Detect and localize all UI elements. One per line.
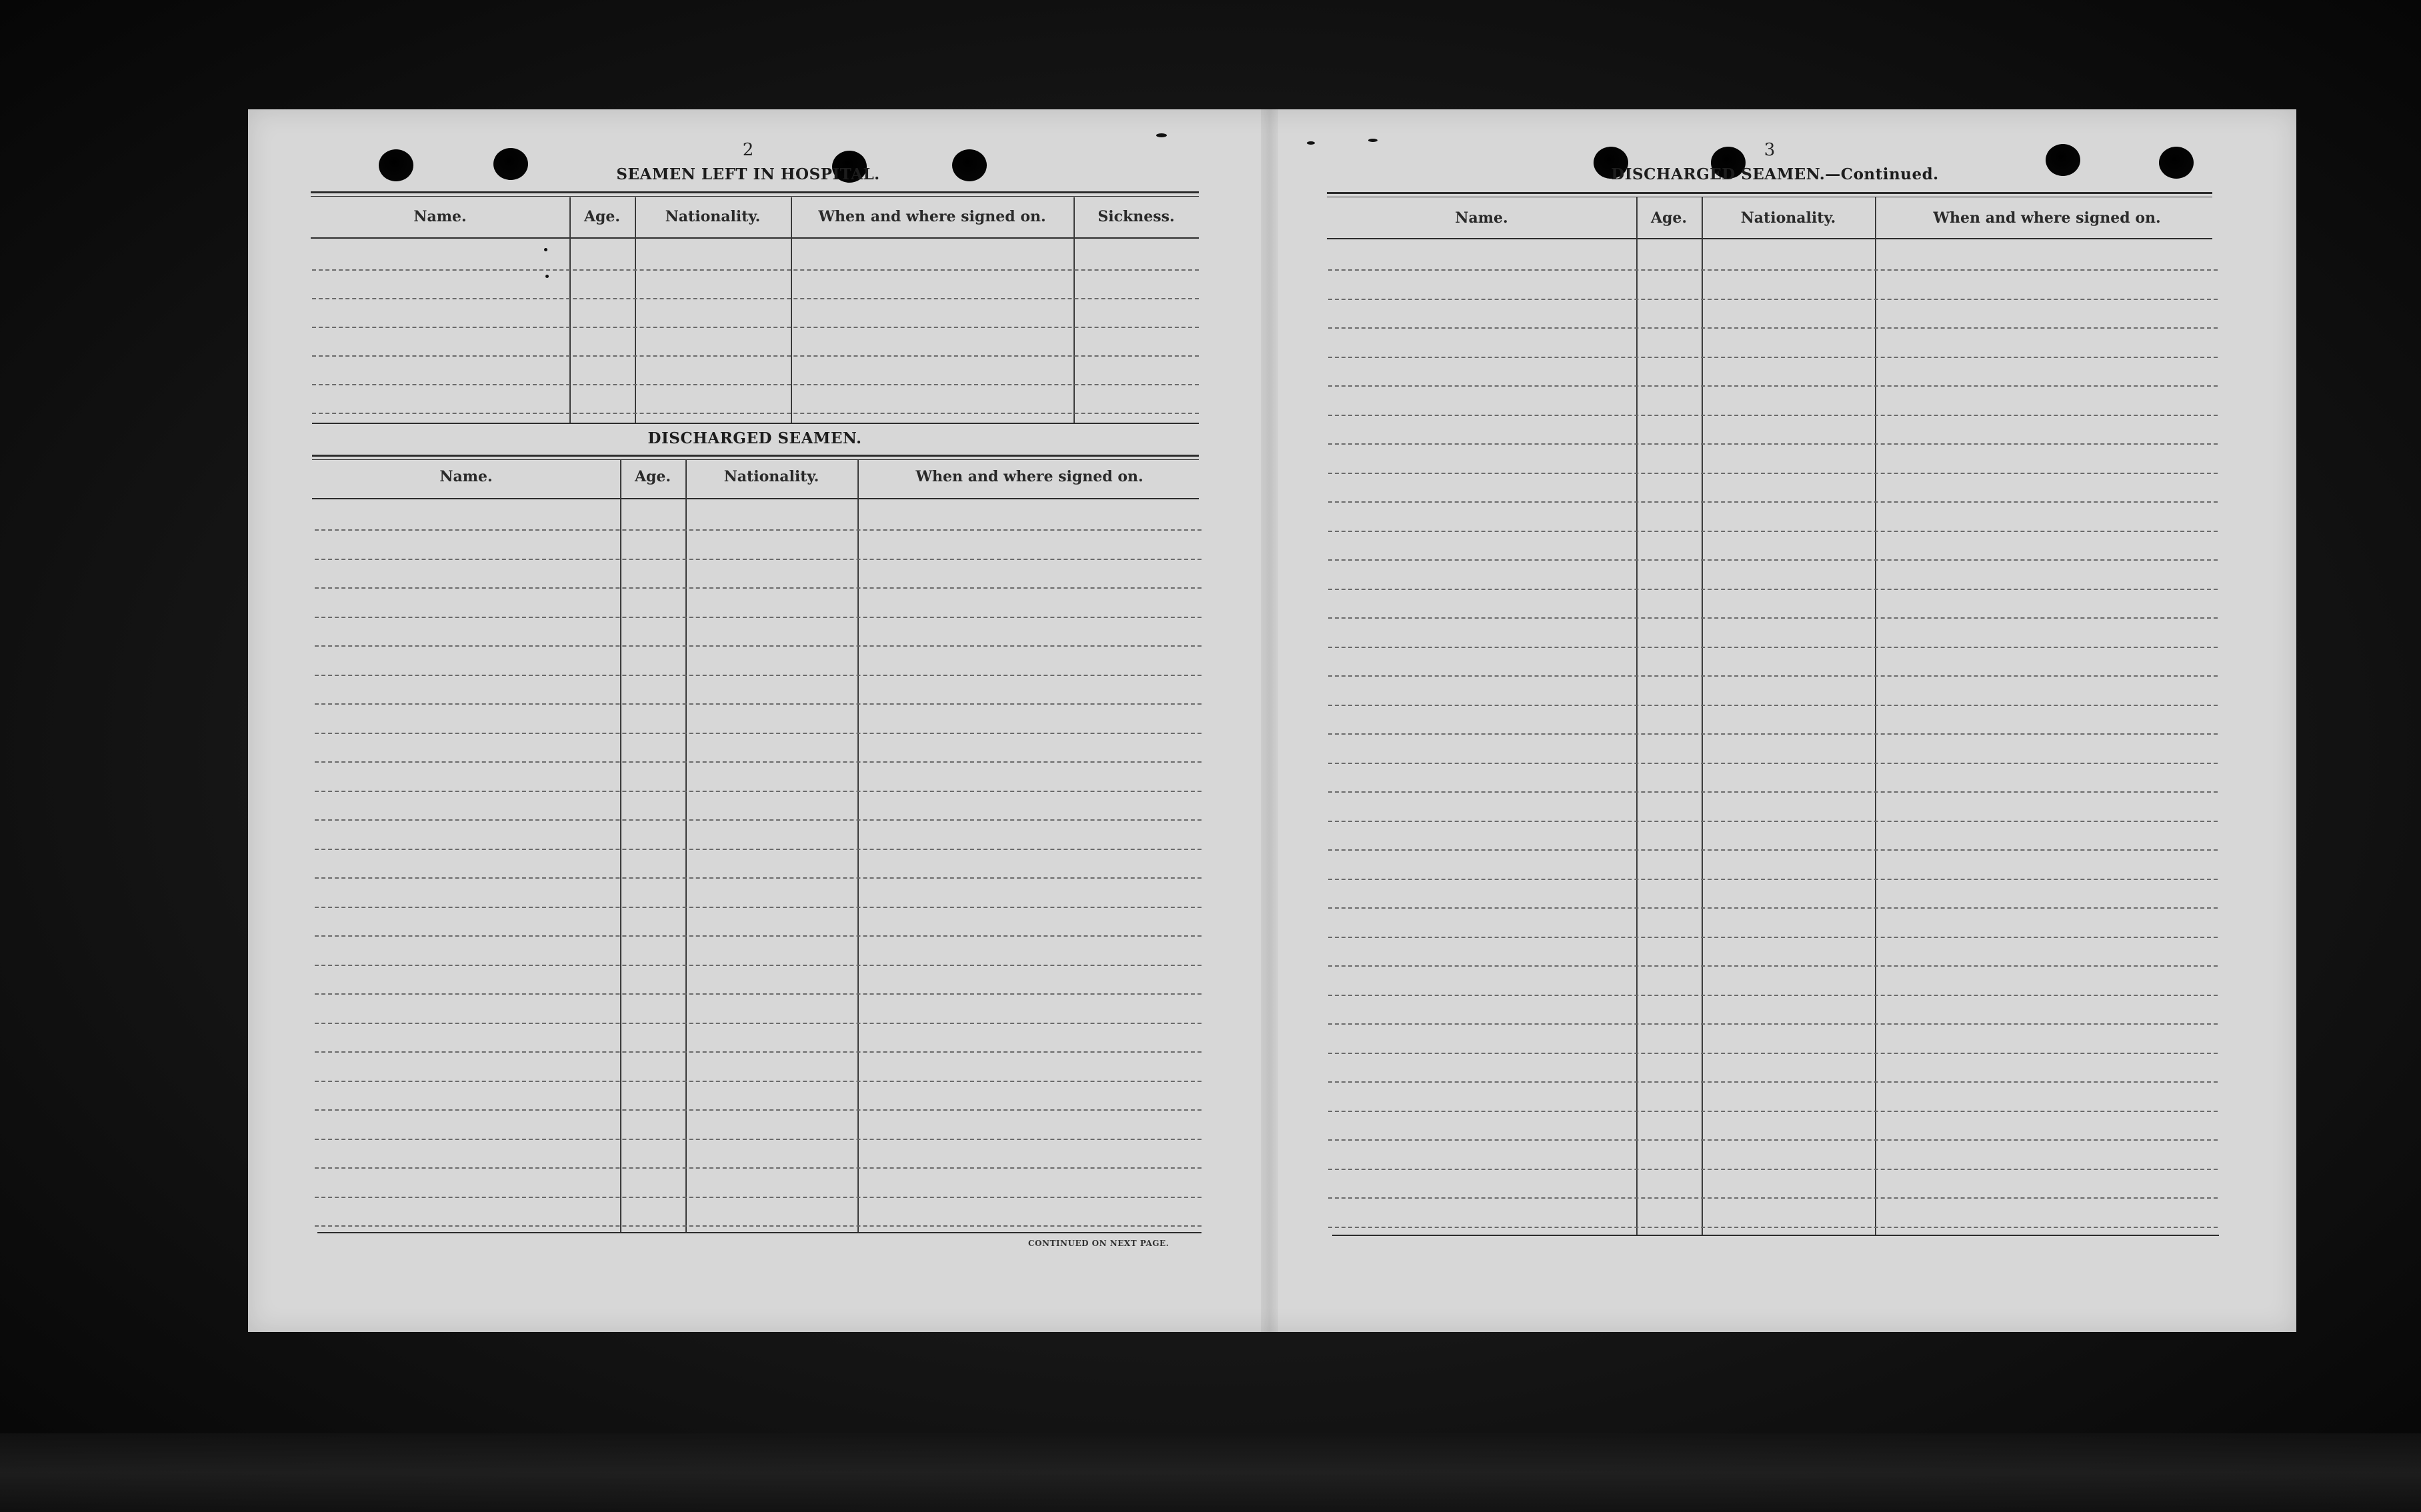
column-divider <box>1702 197 1703 1235</box>
column-header: Name. <box>439 468 493 485</box>
hospital-bottom-rule <box>312 423 1199 424</box>
discharged-top-rule <box>312 455 1199 457</box>
discharged-bottom-rule <box>317 1232 1201 1233</box>
blank-entry-row <box>1328 995 2218 996</box>
blank-entry-row <box>1328 733 2218 735</box>
blank-entry-row <box>315 733 1201 734</box>
column-divider <box>1073 197 1075 423</box>
blank-entry-row <box>1328 763 2218 764</box>
blank-entry-row <box>1328 1197 2218 1199</box>
blank-entry-row <box>315 877 1201 879</box>
column-header: When and where signed on. <box>915 468 1143 485</box>
column-divider <box>635 197 636 423</box>
blank-entry-row <box>1328 705 2218 706</box>
column-header: Age. <box>1650 209 1688 227</box>
blank-entry-row <box>315 559 1201 560</box>
blank-entry-row <box>1328 501 2218 503</box>
blank-entry-row <box>1328 937 2218 938</box>
hospital-header-rule <box>311 237 1199 239</box>
hospital-top-rule-thin <box>311 196 1199 197</box>
blank-entry-row <box>315 791 1201 792</box>
blank-entry-row <box>312 413 1199 414</box>
page-number-right: 3 <box>1764 140 1776 160</box>
right-header-rule <box>1327 238 2212 239</box>
column-header: Name. <box>413 208 467 225</box>
column-divider <box>685 460 687 1232</box>
blank-entry-row <box>1328 849 2218 851</box>
punch-hole <box>2159 147 2194 179</box>
document-sheet <box>248 109 2296 1332</box>
blank-entry-row <box>312 327 1199 328</box>
column-divider <box>569 197 571 423</box>
dust-speck <box>1368 139 1378 142</box>
column-header: Sickness. <box>1097 208 1175 225</box>
blank-entry-row <box>1328 473 2218 474</box>
discharged-header-rule <box>312 498 1199 499</box>
dust-speck <box>1156 133 1167 137</box>
column-header: Name. <box>1455 209 1508 227</box>
blank-entry-row <box>1328 385 2218 387</box>
blank-entry-row <box>315 993 1201 995</box>
column-divider <box>620 460 621 1232</box>
blank-entry-row <box>315 587 1201 589</box>
blank-entry-row <box>315 1051 1201 1053</box>
blank-entry-row <box>315 675 1201 676</box>
right-top-rule <box>1327 192 2212 194</box>
blank-entry-row <box>1328 559 2218 561</box>
blank-entry-row <box>315 761 1201 763</box>
blank-entry-row <box>315 1139 1201 1140</box>
continued-title-main: DISCHARGED SEAMEN. <box>1611 165 1826 183</box>
blank-entry-row <box>1328 791 2218 793</box>
blank-entry-row <box>1328 531 2218 532</box>
continued-title-suffix: —Continued. <box>1825 165 1939 183</box>
blank-entry-row <box>315 935 1201 937</box>
blank-entry-row <box>315 703 1201 705</box>
dust-speck <box>544 248 547 251</box>
blank-entry-row <box>312 355 1199 357</box>
blank-entry-row <box>1328 1227 2218 1228</box>
blank-entry-row <box>315 965 1201 966</box>
continued-note: CONTINUED ON NEXT PAGE. <box>1028 1239 1169 1248</box>
blank-entry-row <box>1328 589 2218 590</box>
column-divider <box>857 460 859 1232</box>
blank-entry-row <box>1328 675 2218 677</box>
page-number-left: 2 <box>742 140 754 160</box>
blank-entry-row <box>312 269 1199 271</box>
hospital-top-rule <box>311 191 1199 193</box>
continued-section-title <box>1608 165 1942 183</box>
blank-entry-row <box>315 1197 1201 1198</box>
blank-entry-row <box>315 529 1201 531</box>
blank-entry-row <box>1328 647 2218 648</box>
scanner-band <box>0 1433 2421 1512</box>
column-header: Age. <box>583 208 621 225</box>
blank-entry-row <box>312 298 1199 299</box>
blank-entry-row <box>1328 1111 2218 1112</box>
column-divider <box>1636 197 1638 1235</box>
page-fold <box>1261 109 1278 1332</box>
column-divider <box>791 197 792 423</box>
punch-hole <box>2046 144 2080 176</box>
blank-entry-row <box>1328 327 2218 329</box>
blank-entry-row <box>1328 965 2218 967</box>
blank-entry-row <box>1328 1081 2218 1083</box>
blank-entry-row <box>1328 443 2218 445</box>
right-bottom-rule <box>1332 1235 2219 1236</box>
blank-entry-row <box>315 1225 1201 1227</box>
blank-entry-row <box>315 819 1201 821</box>
blank-entry-row <box>315 1023 1201 1024</box>
blank-entry-row <box>1328 907 2218 909</box>
dust-speck <box>545 275 549 278</box>
punch-hole <box>952 149 987 181</box>
column-header: When and where signed on. <box>1933 209 2161 227</box>
blank-entry-row <box>315 849 1201 850</box>
blank-entry-row <box>1328 617 2218 619</box>
blank-entry-row <box>1328 415 2218 416</box>
blank-entry-row <box>1328 879 2218 880</box>
dust-speck <box>1307 141 1315 145</box>
blank-entry-row <box>315 1109 1201 1111</box>
blank-entry-row <box>315 907 1201 908</box>
discharged-top-rule-thin <box>312 459 1199 460</box>
column-header: When and where signed on. <box>818 208 1046 225</box>
blank-entry-row <box>315 617 1201 618</box>
blank-entry-row <box>312 384 1199 385</box>
punch-hole <box>379 149 413 181</box>
column-header: Nationality. <box>1740 209 1836 227</box>
blank-entry-row <box>1328 1139 2218 1141</box>
blank-entry-row <box>315 645 1201 647</box>
column-header: Nationality. <box>665 208 761 225</box>
blank-entry-row <box>1328 821 2218 822</box>
blank-entry-row <box>1328 1169 2218 1170</box>
blank-entry-row <box>1328 1023 2218 1025</box>
blank-entry-row <box>1328 299 2218 300</box>
column-divider <box>1875 197 1876 1235</box>
blank-entry-row <box>1328 269 2218 271</box>
blank-entry-row <box>1328 357 2218 358</box>
column-header: Age. <box>634 468 671 485</box>
hospital-section-title: SEAMEN LEFT IN HOSPITAL. <box>616 165 880 183</box>
punch-hole <box>493 148 528 180</box>
discharged-section-title: DISCHARGED SEAMEN. <box>647 429 862 447</box>
blank-entry-row <box>1328 1053 2218 1054</box>
blank-entry-row <box>315 1167 1201 1169</box>
blank-entry-row <box>315 1081 1201 1082</box>
column-header: Nationality. <box>723 468 819 485</box>
